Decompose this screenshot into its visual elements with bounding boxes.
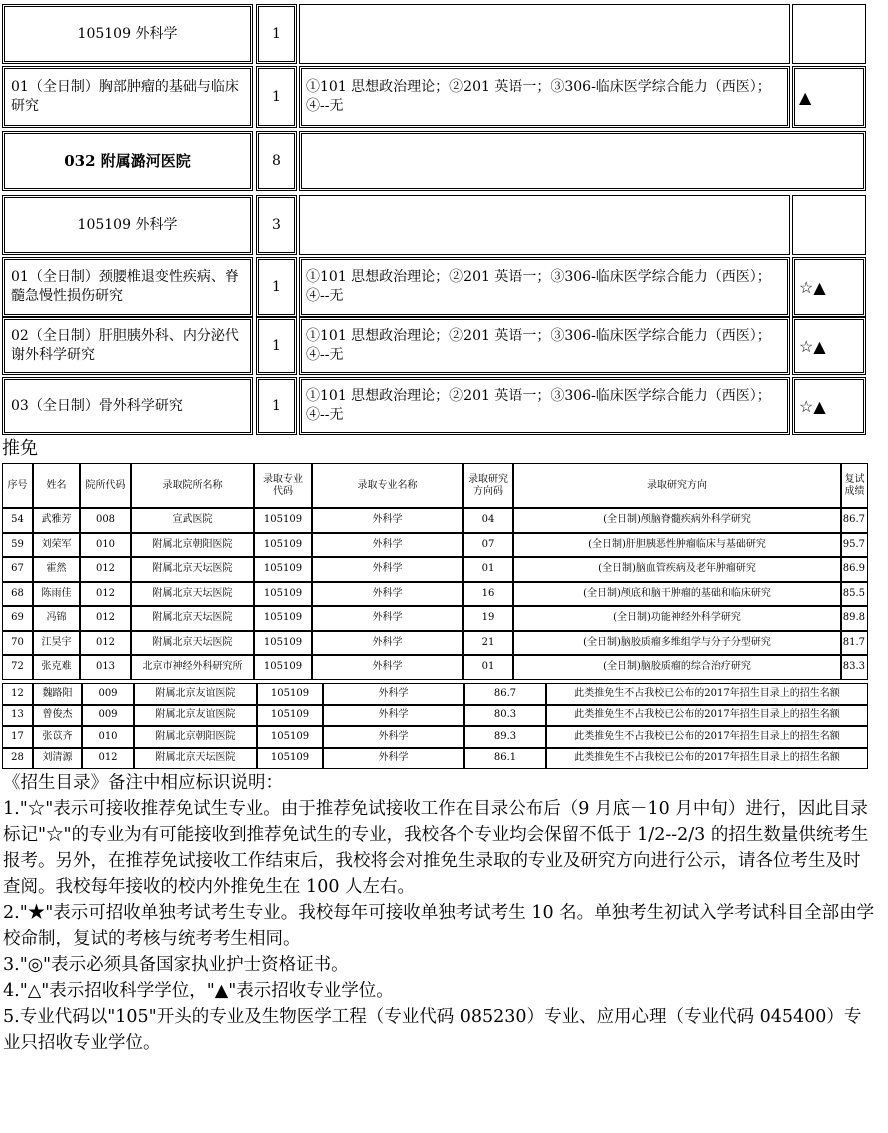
column-header: 复试成绩 bbox=[841, 463, 868, 508]
direction-code: 19 bbox=[463, 606, 513, 631]
institute-name: 附属北京天坛医院 bbox=[131, 582, 254, 607]
column-header: 录取专业名称 bbox=[312, 463, 463, 508]
row-index: 28 bbox=[2, 748, 33, 770]
direction-code: 01 bbox=[463, 655, 513, 680]
institute-name: 附属北京朝阳医院 bbox=[131, 533, 254, 558]
note-item: 2."★"表示可招收单独考试考生专业。我校每年可接收单独考试考生 10 名。单独考生初试入学考试科目全部由学校命制，复试的考核与统考考生相同。 bbox=[3, 903, 875, 949]
retest-score: 85.5 bbox=[841, 582, 868, 607]
institute-name: 北京市神经外科研究所 bbox=[131, 655, 254, 680]
major-name: 外科学 bbox=[312, 631, 463, 656]
direction-code: 04 bbox=[463, 508, 513, 533]
remark: 此类推免生不占我校已公布的2017年招生目录上的招生名额 bbox=[546, 683, 868, 705]
institute-code: 012 bbox=[82, 748, 134, 770]
retest-score: 89.3 bbox=[464, 726, 546, 748]
major-code: 105109 bbox=[254, 557, 312, 582]
note-item: 1."☆"表示可接收推荐免试生专业。由于推荐免试接收工作在目录公布后（9 月底－10 月中旬）进行，因此目录标记"☆"的专业为有可能接收到推荐免试生的专业，我校各个专业均会保留不低于 1/2--2/3 的招生数量供统考生报考。另外，在推荐免试接收工作结束后，我校将会对推免生录取的专业及研究方向进行公示，请各位考生及时查阅。我校每年接收的校内外推免生在 100 人左右。 bbox=[3, 799, 869, 897]
catalog-row-name: 105109 外科学 bbox=[2, 4, 253, 64]
retest-score: 95.7 bbox=[841, 533, 868, 558]
major-code: 105109 bbox=[257, 726, 323, 748]
major-name: 外科学 bbox=[312, 606, 463, 631]
major-name: 外科学 bbox=[323, 683, 464, 705]
catalog-row-count: 1 bbox=[256, 317, 297, 375]
catalog-row-exam: ①101 思想政治理论；②201 英语一；③306-临床医学综合能力（西医）；④--无 bbox=[299, 257, 790, 317]
row-index: 70 bbox=[2, 631, 33, 656]
major-name: 外科学 bbox=[312, 508, 463, 533]
institute-name: 附属北京天坛医院 bbox=[131, 631, 254, 656]
student-name: 张苡齐 bbox=[33, 726, 82, 748]
major-code: 105109 bbox=[257, 748, 323, 770]
row-index: 13 bbox=[2, 705, 33, 727]
student-name: 曾俊杰 bbox=[33, 705, 82, 727]
major-code: 105109 bbox=[254, 508, 312, 533]
catalog-row-exam bbox=[299, 195, 790, 255]
major-name: 外科学 bbox=[312, 582, 463, 607]
row-index: 68 bbox=[2, 582, 33, 607]
note-item: 3."◎"表示必须具备国家执业护士资格证书。 bbox=[3, 955, 349, 975]
institute-code: 009 bbox=[82, 705, 134, 727]
student-name: 陈雨佳 bbox=[33, 582, 80, 607]
student-name: 刘清源 bbox=[33, 748, 82, 770]
notes-title: 《招生目录》备注中相应标识说明： bbox=[3, 773, 283, 793]
catalog-row-name: 01（全日制）颈腰椎退变性疾病、脊髓急慢性损伤研究 bbox=[2, 257, 253, 317]
institute-name: 附属北京天坛医院 bbox=[131, 557, 254, 582]
column-header: 序号 bbox=[2, 463, 33, 508]
institute-name: 附属北京友谊医院 bbox=[134, 683, 257, 705]
catalog-row-exam bbox=[299, 4, 790, 64]
notes-section bbox=[3, 770, 875, 1056]
catalog-row-name: 105109 外科学 bbox=[2, 195, 253, 255]
catalog-row-name: 03（全日制）骨外科学研究 bbox=[2, 377, 253, 435]
note-item: 4."△"表示招收科学学位，"▲"表示招收专业学位。 bbox=[3, 981, 394, 1001]
major-code: 105109 bbox=[257, 683, 323, 705]
institute-name: 宣武医院 bbox=[131, 508, 254, 533]
student-name: 江昊宇 bbox=[33, 631, 80, 656]
column-header: 姓名 bbox=[33, 463, 80, 508]
retest-score: 86.1 bbox=[464, 748, 546, 770]
remark: 此类推免生不占我校已公布的2017年招生目录上的招生名额 bbox=[546, 705, 868, 727]
catalog-row-exam: ①101 思想政治理论；②201 英语一；③306-临床医学综合能力（西医）；④--无 bbox=[299, 66, 790, 128]
catalog-row-count: 8 bbox=[256, 131, 297, 191]
institute-code: 008 bbox=[80, 508, 131, 533]
note-item: 5.专业代码以"105"开头的专业及生物医学工程（专业代码 085230）专业、应用心理（专业代码 045400）专业只招收专业学位。 bbox=[3, 1007, 862, 1053]
research-direction: (全日制)脑血管疾病及老年肿瘤研究 bbox=[513, 557, 841, 582]
major-name: 外科学 bbox=[312, 533, 463, 558]
research-direction: (全日制)功能神经外科学研究 bbox=[513, 606, 841, 631]
institute-code: 012 bbox=[80, 557, 131, 582]
column-header: 院所代码 bbox=[80, 463, 131, 508]
catalog-row-mark bbox=[792, 4, 866, 64]
institute-name: 附属北京天坛医院 bbox=[131, 606, 254, 631]
remark: 此类推免生不占我校已公布的2017年招生目录上的招生名额 bbox=[546, 748, 868, 770]
student-name: 魏路阳 bbox=[33, 683, 82, 705]
row-index: 54 bbox=[2, 508, 33, 533]
direction-code: 07 bbox=[463, 533, 513, 558]
major-name: 外科学 bbox=[323, 726, 464, 748]
major-code: 105109 bbox=[254, 631, 312, 656]
research-direction: (全日制)脑胶质瘤多维组学与分子分型研究 bbox=[513, 631, 841, 656]
retest-score: 80.3 bbox=[464, 705, 546, 727]
student-name: 张克难 bbox=[33, 655, 80, 680]
catalog-row-count: 1 bbox=[256, 377, 297, 435]
column-header: 录取研究方向码 bbox=[463, 463, 513, 508]
retest-score: 89.8 bbox=[841, 606, 868, 631]
student-name: 武雅芳 bbox=[33, 508, 80, 533]
catalog-row-mark: ☆▲ bbox=[792, 317, 866, 375]
admission-table bbox=[2, 463, 868, 680]
row-index: 72 bbox=[2, 655, 33, 680]
major-code: 105109 bbox=[254, 655, 312, 680]
direction-code: 01 bbox=[463, 557, 513, 582]
extra-recommendation-table bbox=[2, 683, 868, 769]
catalog-row-mark: ☆▲ bbox=[792, 257, 866, 317]
direction-code: 21 bbox=[463, 631, 513, 656]
major-code: 105109 bbox=[254, 533, 312, 558]
retest-score: 86.7 bbox=[464, 683, 546, 705]
hospital-heading: 032 附属潞河医院 bbox=[2, 131, 253, 191]
catalog-row-name: 01（全日制）胸部肿瘤的基础与临床研究 bbox=[2, 66, 253, 128]
research-direction: (全日制)肝胆胰恶性肿瘤临床与基础研究 bbox=[513, 533, 841, 558]
row-index: 17 bbox=[2, 726, 33, 748]
direction-code: 16 bbox=[463, 582, 513, 607]
student-name: 刘荣军 bbox=[33, 533, 80, 558]
student-name: 霍然 bbox=[33, 557, 80, 582]
institute-code: 013 bbox=[80, 655, 131, 680]
major-code: 105109 bbox=[254, 582, 312, 607]
catalog-row-count: 1 bbox=[256, 257, 297, 317]
retest-score: 86.7 bbox=[841, 508, 868, 533]
catalog-row-mark bbox=[792, 195, 866, 255]
student-name: 冯锦 bbox=[33, 606, 80, 631]
major-code: 105109 bbox=[254, 606, 312, 631]
catalog-row-name: 02（全日制）肝胆胰外科、内分泌代谢外科学研究 bbox=[2, 317, 253, 375]
institute-code: 012 bbox=[80, 606, 131, 631]
row-index: 59 bbox=[2, 533, 33, 558]
remark: 此类推免生不占我校已公布的2017年招生目录上的招生名额 bbox=[546, 726, 868, 748]
major-name: 外科学 bbox=[312, 655, 463, 680]
catalog-row-mark: ▲ bbox=[792, 66, 866, 128]
catalog-row-exam: ①101 思想政治理论；②201 英语一；③306-临床医学综合能力（西医）；④--无 bbox=[299, 317, 790, 375]
institute-code: 009 bbox=[82, 683, 134, 705]
column-header: 录取研究方向 bbox=[513, 463, 841, 508]
research-direction: (全日制)颅脑脊髓疾病外科学研究 bbox=[513, 508, 841, 533]
institute-code: 012 bbox=[80, 631, 131, 656]
row-index: 67 bbox=[2, 557, 33, 582]
research-direction: (全日制)脑胶质瘤的综合治疗研究 bbox=[513, 655, 841, 680]
major-code: 105109 bbox=[257, 705, 323, 727]
section-title: 推免 bbox=[2, 438, 38, 459]
catalog-row-count: 3 bbox=[256, 195, 297, 255]
institute-code: 012 bbox=[80, 582, 131, 607]
row-index: 69 bbox=[2, 606, 33, 631]
catalog-row-exam: ①101 思想政治理论；②201 英语一；③306-临床医学综合能力（西医）；④--无 bbox=[299, 377, 790, 435]
institute-code: 010 bbox=[80, 533, 131, 558]
catalog-row-exam bbox=[299, 131, 866, 191]
major-name: 外科学 bbox=[323, 705, 464, 727]
retest-score: 81.7 bbox=[841, 631, 868, 656]
retest-score: 83.3 bbox=[841, 655, 868, 680]
major-name: 外科学 bbox=[323, 748, 464, 770]
institute-name: 附属北京天坛医院 bbox=[134, 748, 257, 770]
institute-name: 附属北京友谊医院 bbox=[134, 705, 257, 727]
institute-name: 附属北京朝阳医院 bbox=[134, 726, 257, 748]
catalog-row-count: 1 bbox=[256, 4, 297, 64]
research-direction: (全日制)颅底和脑干肿瘤的基础和临床研究 bbox=[513, 582, 841, 607]
major-name: 外科学 bbox=[312, 557, 463, 582]
column-header: 录取专业代码 bbox=[254, 463, 312, 508]
column-header: 录取院所名称 bbox=[131, 463, 254, 508]
catalog-row-mark: ☆▲ bbox=[792, 377, 866, 435]
catalog-row-count: 1 bbox=[256, 66, 297, 128]
retest-score: 86.9 bbox=[841, 557, 868, 582]
row-index: 12 bbox=[2, 683, 33, 705]
institute-code: 010 bbox=[82, 726, 134, 748]
